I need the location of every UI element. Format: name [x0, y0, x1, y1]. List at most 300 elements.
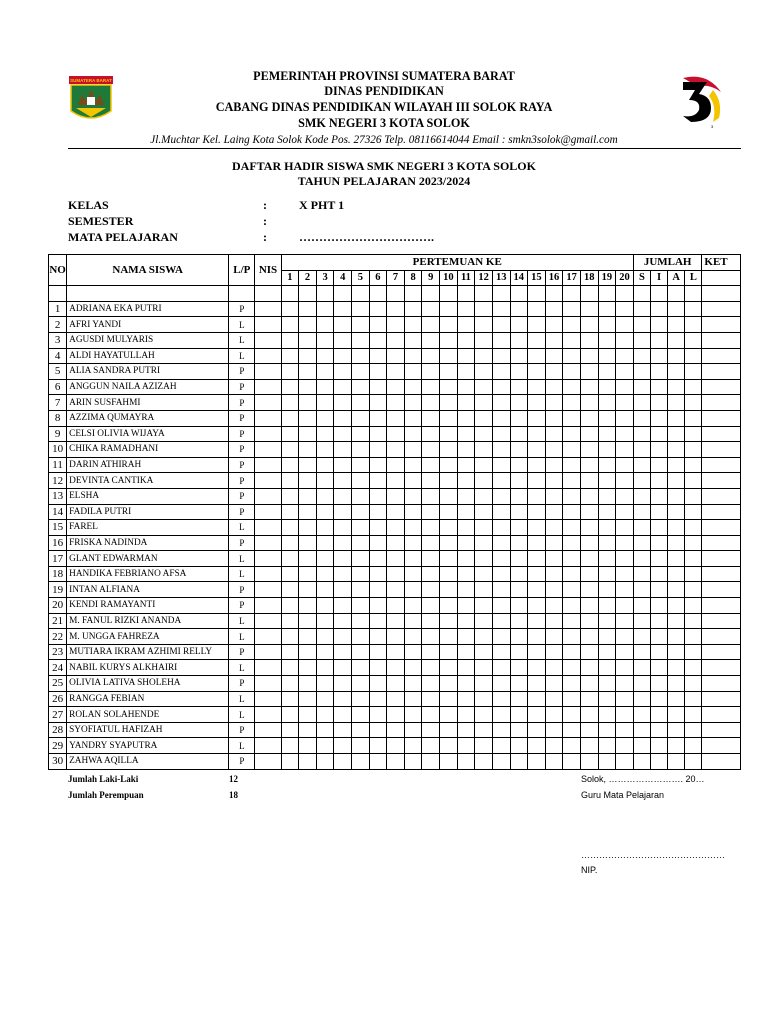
jumlah-cell[interactable]	[633, 566, 650, 582]
attendance-cell[interactable]	[404, 410, 422, 426]
attendance-cell[interactable]	[492, 613, 510, 629]
student-nis-cell[interactable]	[255, 520, 281, 536]
attendance-cell[interactable]	[316, 410, 334, 426]
attendance-cell[interactable]	[352, 629, 370, 645]
attendance-cell[interactable]	[492, 520, 510, 536]
attendance-cell[interactable]	[563, 442, 581, 458]
jumlah-cell[interactable]	[633, 457, 650, 473]
attendance-cell[interactable]	[545, 676, 563, 692]
jumlah-cell[interactable]	[668, 676, 685, 692]
jumlah-cell[interactable]	[651, 395, 668, 411]
attendance-cell[interactable]	[316, 707, 334, 723]
attendance-cell[interactable]	[281, 754, 299, 770]
attendance-cell[interactable]	[475, 301, 493, 317]
attendance-cell[interactable]	[334, 644, 352, 660]
jumlah-cell[interactable]	[668, 395, 685, 411]
attendance-cell[interactable]	[545, 691, 563, 707]
attendance-cell[interactable]	[616, 364, 634, 380]
jumlah-cell[interactable]	[651, 660, 668, 676]
attendance-cell[interactable]	[510, 520, 528, 536]
attendance-cell[interactable]	[457, 395, 475, 411]
attendance-cell[interactable]	[545, 660, 563, 676]
jumlah-cell[interactable]	[651, 535, 668, 551]
jumlah-cell[interactable]	[633, 488, 650, 504]
attendance-cell[interactable]	[404, 722, 422, 738]
attendance-cell[interactable]	[369, 442, 387, 458]
attendance-cell[interactable]	[352, 676, 370, 692]
attendance-cell[interactable]	[422, 520, 440, 536]
attendance-cell[interactable]	[528, 410, 546, 426]
attendance-cell[interactable]	[510, 676, 528, 692]
attendance-cell[interactable]	[422, 551, 440, 567]
jumlah-cell[interactable]	[633, 598, 650, 614]
attendance-cell[interactable]	[457, 410, 475, 426]
student-nis-cell[interactable]	[255, 504, 281, 520]
attendance-cell[interactable]	[563, 676, 581, 692]
attendance-cell[interactable]	[440, 410, 458, 426]
jumlah-cell[interactable]	[633, 301, 650, 317]
attendance-cell[interactable]	[528, 348, 546, 364]
attendance-cell[interactable]	[563, 457, 581, 473]
attendance-cell[interactable]	[281, 676, 299, 692]
attendance-cell[interactable]	[404, 707, 422, 723]
attendance-cell[interactable]	[281, 551, 299, 567]
attendance-cell[interactable]	[457, 488, 475, 504]
attendance-cell[interactable]	[616, 504, 634, 520]
attendance-cell[interactable]	[316, 332, 334, 348]
jumlah-cell[interactable]	[685, 644, 702, 660]
attendance-cell[interactable]	[528, 722, 546, 738]
attendance-cell[interactable]	[440, 364, 458, 380]
attendance-cell[interactable]	[387, 473, 405, 489]
attendance-cell[interactable]	[440, 691, 458, 707]
jumlah-cell[interactable]	[633, 676, 650, 692]
jumlah-cell[interactable]	[651, 598, 668, 614]
attendance-cell[interactable]	[369, 691, 387, 707]
attendance-cell[interactable]	[316, 364, 334, 380]
attendance-cell[interactable]	[352, 644, 370, 660]
attendance-cell[interactable]	[510, 660, 528, 676]
ket-cell[interactable]	[702, 754, 741, 770]
attendance-cell[interactable]	[563, 410, 581, 426]
jumlah-cell[interactable]	[685, 754, 702, 770]
attendance-cell[interactable]	[545, 379, 563, 395]
attendance-cell[interactable]	[299, 738, 317, 754]
attendance-cell[interactable]	[440, 676, 458, 692]
attendance-cell[interactable]	[563, 317, 581, 333]
jumlah-cell[interactable]	[685, 379, 702, 395]
jumlah-cell[interactable]	[633, 691, 650, 707]
attendance-cell[interactable]	[580, 442, 598, 458]
student-nis-cell[interactable]	[255, 473, 281, 489]
attendance-cell[interactable]	[281, 473, 299, 489]
attendance-cell[interactable]	[475, 629, 493, 645]
attendance-cell[interactable]	[616, 395, 634, 411]
jumlah-cell[interactable]	[633, 629, 650, 645]
attendance-cell[interactable]	[510, 504, 528, 520]
attendance-cell[interactable]	[387, 691, 405, 707]
attendance-cell[interactable]	[422, 722, 440, 738]
attendance-cell[interactable]	[510, 364, 528, 380]
attendance-cell[interactable]	[281, 301, 299, 317]
jumlah-cell[interactable]	[651, 348, 668, 364]
attendance-cell[interactable]	[352, 317, 370, 333]
attendance-cell[interactable]	[334, 722, 352, 738]
attendance-cell[interactable]	[369, 457, 387, 473]
student-nis-cell[interactable]	[255, 364, 281, 380]
attendance-cell[interactable]	[616, 613, 634, 629]
jumlah-cell[interactable]	[633, 364, 650, 380]
attendance-cell[interactable]	[387, 301, 405, 317]
attendance-cell[interactable]	[545, 457, 563, 473]
jumlah-cell[interactable]	[633, 332, 650, 348]
attendance-cell[interactable]	[457, 379, 475, 395]
jumlah-cell[interactable]	[651, 629, 668, 645]
ket-cell[interactable]	[702, 410, 741, 426]
attendance-cell[interactable]	[598, 644, 616, 660]
attendance-cell[interactable]	[475, 676, 493, 692]
attendance-cell[interactable]	[563, 364, 581, 380]
attendance-cell[interactable]	[616, 676, 634, 692]
attendance-cell[interactable]	[510, 644, 528, 660]
attendance-cell[interactable]	[563, 535, 581, 551]
attendance-cell[interactable]	[457, 722, 475, 738]
attendance-cell[interactable]	[369, 317, 387, 333]
attendance-cell[interactable]	[422, 332, 440, 348]
attendance-cell[interactable]	[352, 473, 370, 489]
attendance-cell[interactable]	[475, 332, 493, 348]
attendance-cell[interactable]	[616, 520, 634, 536]
student-nis-cell[interactable]	[255, 566, 281, 582]
attendance-cell[interactable]	[316, 317, 334, 333]
jumlah-cell[interactable]	[668, 707, 685, 723]
attendance-cell[interactable]	[369, 504, 387, 520]
attendance-cell[interactable]	[387, 613, 405, 629]
attendance-cell[interactable]	[316, 613, 334, 629]
ket-cell[interactable]	[702, 488, 741, 504]
attendance-cell[interactable]	[475, 364, 493, 380]
attendance-cell[interactable]	[510, 348, 528, 364]
attendance-cell[interactable]	[563, 488, 581, 504]
attendance-cell[interactable]	[598, 613, 616, 629]
jumlah-cell[interactable]	[633, 582, 650, 598]
attendance-cell[interactable]	[404, 348, 422, 364]
attendance-cell[interactable]	[440, 644, 458, 660]
ket-cell[interactable]	[702, 613, 741, 629]
attendance-cell[interactable]	[440, 426, 458, 442]
attendance-cell[interactable]	[352, 738, 370, 754]
attendance-cell[interactable]	[545, 707, 563, 723]
attendance-cell[interactable]	[404, 754, 422, 770]
attendance-cell[interactable]	[598, 348, 616, 364]
attendance-cell[interactable]	[387, 410, 405, 426]
attendance-cell[interactable]	[510, 582, 528, 598]
attendance-cell[interactable]	[316, 629, 334, 645]
attendance-cell[interactable]	[563, 660, 581, 676]
jumlah-cell[interactable]	[633, 613, 650, 629]
attendance-cell[interactable]	[528, 301, 546, 317]
attendance-cell[interactable]	[528, 504, 546, 520]
attendance-cell[interactable]	[598, 738, 616, 754]
attendance-cell[interactable]	[598, 395, 616, 411]
attendance-cell[interactable]	[598, 691, 616, 707]
attendance-cell[interactable]	[563, 598, 581, 614]
attendance-cell[interactable]	[422, 582, 440, 598]
attendance-cell[interactable]	[457, 504, 475, 520]
attendance-cell[interactable]	[492, 364, 510, 380]
ket-cell[interactable]	[702, 379, 741, 395]
attendance-cell[interactable]	[563, 644, 581, 660]
attendance-cell[interactable]	[528, 473, 546, 489]
jumlah-cell[interactable]	[651, 442, 668, 458]
attendance-cell[interactable]	[299, 707, 317, 723]
attendance-cell[interactable]	[528, 660, 546, 676]
jumlah-cell[interactable]	[685, 613, 702, 629]
attendance-cell[interactable]	[440, 598, 458, 614]
attendance-cell[interactable]	[563, 551, 581, 567]
attendance-cell[interactable]	[299, 379, 317, 395]
ket-cell[interactable]	[702, 691, 741, 707]
attendance-cell[interactable]	[352, 613, 370, 629]
attendance-cell[interactable]	[545, 504, 563, 520]
attendance-cell[interactable]	[528, 629, 546, 645]
jumlah-cell[interactable]	[633, 473, 650, 489]
student-nis-cell[interactable]	[255, 426, 281, 442]
attendance-cell[interactable]	[281, 582, 299, 598]
attendance-cell[interactable]	[475, 738, 493, 754]
attendance-cell[interactable]	[299, 598, 317, 614]
attendance-cell[interactable]	[387, 535, 405, 551]
attendance-cell[interactable]	[492, 722, 510, 738]
jumlah-cell[interactable]	[668, 457, 685, 473]
attendance-cell[interactable]	[369, 754, 387, 770]
attendance-cell[interactable]	[440, 457, 458, 473]
attendance-cell[interactable]	[316, 535, 334, 551]
attendance-cell[interactable]	[422, 566, 440, 582]
attendance-cell[interactable]	[545, 613, 563, 629]
ket-cell[interactable]	[702, 364, 741, 380]
attendance-cell[interactable]	[334, 613, 352, 629]
attendance-cell[interactable]	[492, 317, 510, 333]
attendance-cell[interactable]	[281, 364, 299, 380]
ket-cell[interactable]	[702, 395, 741, 411]
attendance-cell[interactable]	[316, 582, 334, 598]
attendance-cell[interactable]	[422, 613, 440, 629]
attendance-cell[interactable]	[316, 566, 334, 582]
attendance-cell[interactable]	[422, 707, 440, 723]
jumlah-cell[interactable]	[685, 707, 702, 723]
attendance-cell[interactable]	[563, 629, 581, 645]
student-nis-cell[interactable]	[255, 660, 281, 676]
jumlah-cell[interactable]	[633, 754, 650, 770]
jumlah-cell[interactable]	[633, 660, 650, 676]
attendance-cell[interactable]	[598, 426, 616, 442]
attendance-cell[interactable]	[580, 317, 598, 333]
attendance-cell[interactable]	[457, 738, 475, 754]
ket-cell[interactable]	[702, 707, 741, 723]
attendance-cell[interactable]	[528, 691, 546, 707]
attendance-cell[interactable]	[387, 754, 405, 770]
attendance-cell[interactable]	[598, 535, 616, 551]
jumlah-cell[interactable]	[651, 520, 668, 536]
attendance-cell[interactable]	[334, 520, 352, 536]
attendance-cell[interactable]	[528, 613, 546, 629]
jumlah-cell[interactable]	[668, 473, 685, 489]
attendance-cell[interactable]	[334, 738, 352, 754]
attendance-cell[interactable]	[352, 364, 370, 380]
jumlah-cell[interactable]	[685, 629, 702, 645]
attendance-cell[interactable]	[299, 301, 317, 317]
jumlah-cell[interactable]	[685, 395, 702, 411]
attendance-cell[interactable]	[616, 442, 634, 458]
jumlah-cell[interactable]	[633, 442, 650, 458]
attendance-cell[interactable]	[281, 644, 299, 660]
attendance-cell[interactable]	[492, 379, 510, 395]
attendance-cell[interactable]	[299, 457, 317, 473]
attendance-cell[interactable]	[387, 426, 405, 442]
attendance-cell[interactable]	[475, 707, 493, 723]
attendance-cell[interactable]	[299, 410, 317, 426]
attendance-cell[interactable]	[510, 566, 528, 582]
attendance-cell[interactable]	[475, 317, 493, 333]
attendance-cell[interactable]	[475, 722, 493, 738]
attendance-cell[interactable]	[457, 348, 475, 364]
ket-cell[interactable]	[702, 644, 741, 660]
attendance-cell[interactable]	[580, 457, 598, 473]
attendance-cell[interactable]	[616, 629, 634, 645]
attendance-cell[interactable]	[475, 598, 493, 614]
attendance-cell[interactable]	[299, 613, 317, 629]
attendance-cell[interactable]	[492, 488, 510, 504]
attendance-cell[interactable]	[528, 676, 546, 692]
attendance-cell[interactable]	[580, 488, 598, 504]
attendance-cell[interactable]	[299, 722, 317, 738]
student-nis-cell[interactable]	[255, 442, 281, 458]
attendance-cell[interactable]	[316, 754, 334, 770]
attendance-cell[interactable]	[598, 520, 616, 536]
attendance-cell[interactable]	[369, 301, 387, 317]
attendance-cell[interactable]	[580, 410, 598, 426]
attendance-cell[interactable]	[281, 660, 299, 676]
attendance-cell[interactable]	[387, 364, 405, 380]
jumlah-cell[interactable]	[651, 457, 668, 473]
attendance-cell[interactable]	[492, 301, 510, 317]
attendance-cell[interactable]	[492, 457, 510, 473]
attendance-cell[interactable]	[369, 582, 387, 598]
attendance-cell[interactable]	[369, 410, 387, 426]
attendance-cell[interactable]	[528, 707, 546, 723]
attendance-cell[interactable]	[369, 488, 387, 504]
attendance-cell[interactable]	[457, 676, 475, 692]
attendance-cell[interactable]	[352, 535, 370, 551]
student-nis-cell[interactable]	[255, 613, 281, 629]
attendance-cell[interactable]	[440, 504, 458, 520]
attendance-cell[interactable]	[281, 613, 299, 629]
attendance-cell[interactable]	[528, 566, 546, 582]
attendance-cell[interactable]	[352, 598, 370, 614]
attendance-cell[interactable]	[492, 535, 510, 551]
attendance-cell[interactable]	[475, 504, 493, 520]
jumlah-cell[interactable]	[668, 504, 685, 520]
attendance-cell[interactable]	[369, 660, 387, 676]
attendance-cell[interactable]	[580, 551, 598, 567]
jumlah-cell[interactable]	[685, 301, 702, 317]
attendance-cell[interactable]	[492, 332, 510, 348]
attendance-cell[interactable]	[457, 566, 475, 582]
jumlah-cell[interactable]	[668, 332, 685, 348]
attendance-cell[interactable]	[352, 691, 370, 707]
attendance-cell[interactable]	[334, 535, 352, 551]
attendance-cell[interactable]	[422, 629, 440, 645]
attendance-cell[interactable]	[387, 348, 405, 364]
attendance-cell[interactable]	[457, 629, 475, 645]
ket-cell[interactable]	[702, 535, 741, 551]
ket-cell[interactable]	[702, 442, 741, 458]
attendance-cell[interactable]	[387, 551, 405, 567]
jumlah-cell[interactable]	[685, 348, 702, 364]
attendance-cell[interactable]	[281, 379, 299, 395]
jumlah-cell[interactable]	[685, 551, 702, 567]
attendance-cell[interactable]	[352, 566, 370, 582]
attendance-cell[interactable]	[440, 754, 458, 770]
attendance-cell[interactable]	[598, 707, 616, 723]
ket-cell[interactable]	[702, 317, 741, 333]
student-nis-cell[interactable]	[255, 332, 281, 348]
attendance-cell[interactable]	[545, 332, 563, 348]
attendance-cell[interactable]	[545, 473, 563, 489]
jumlah-cell[interactable]	[685, 738, 702, 754]
attendance-cell[interactable]	[422, 442, 440, 458]
attendance-cell[interactable]	[457, 551, 475, 567]
attendance-cell[interactable]	[492, 442, 510, 458]
attendance-cell[interactable]	[387, 457, 405, 473]
jumlah-cell[interactable]	[651, 410, 668, 426]
attendance-cell[interactable]	[334, 379, 352, 395]
attendance-cell[interactable]	[510, 691, 528, 707]
attendance-cell[interactable]	[281, 566, 299, 582]
jumlah-cell[interactable]	[668, 426, 685, 442]
attendance-cell[interactable]	[387, 566, 405, 582]
attendance-cell[interactable]	[316, 488, 334, 504]
student-nis-cell[interactable]	[255, 707, 281, 723]
student-nis-cell[interactable]	[255, 582, 281, 598]
attendance-cell[interactable]	[387, 722, 405, 738]
attendance-cell[interactable]	[545, 520, 563, 536]
attendance-cell[interactable]	[616, 348, 634, 364]
jumlah-cell[interactable]	[651, 301, 668, 317]
attendance-cell[interactable]	[598, 301, 616, 317]
attendance-cell[interactable]	[457, 691, 475, 707]
attendance-cell[interactable]	[440, 348, 458, 364]
attendance-cell[interactable]	[563, 754, 581, 770]
jumlah-cell[interactable]	[668, 364, 685, 380]
attendance-cell[interactable]	[299, 676, 317, 692]
attendance-cell[interactable]	[457, 364, 475, 380]
attendance-cell[interactable]	[475, 691, 493, 707]
attendance-cell[interactable]	[440, 738, 458, 754]
jumlah-cell[interactable]	[668, 379, 685, 395]
attendance-cell[interactable]	[598, 379, 616, 395]
attendance-cell[interactable]	[316, 442, 334, 458]
attendance-cell[interactable]	[563, 395, 581, 411]
jumlah-cell[interactable]	[633, 707, 650, 723]
attendance-cell[interactable]	[475, 551, 493, 567]
attendance-cell[interactable]	[440, 566, 458, 582]
jumlah-cell[interactable]	[668, 613, 685, 629]
attendance-cell[interactable]	[598, 676, 616, 692]
attendance-cell[interactable]	[457, 644, 475, 660]
attendance-cell[interactable]	[387, 395, 405, 411]
